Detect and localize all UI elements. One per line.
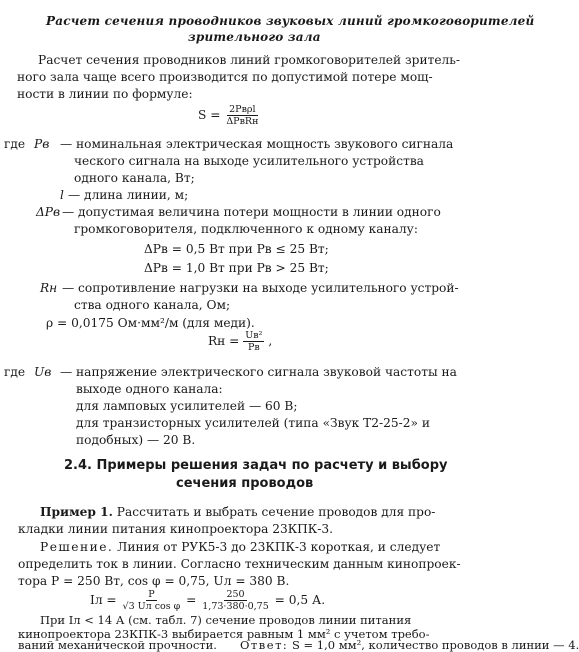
example-line2: кладки линии питания кинопроектора 23КПК-3.: [18, 522, 333, 536]
condition-1: ΔPв = 0,5 Вт при Pв ≤ 25 Вт;: [144, 242, 329, 256]
section-title-line2: зрительного зала: [188, 30, 321, 44]
transistor-amplifiers-line1: для транзисторных усилителей (типа «Звук Т2-25-2» и: [76, 416, 430, 430]
def-uv-where: где: [4, 365, 26, 379]
formula-rn-fraction: [243, 330, 264, 353]
def-dp-line1: — допустимая величина потери мощности в линии одного: [62, 205, 441, 219]
intro-line3: ности в линии по формуле:: [17, 87, 193, 101]
answer-label: Ответ:: [240, 638, 289, 652]
answer-line: [240, 640, 579, 651]
formula-current-eq: =: [186, 593, 197, 607]
intro-line1: Расчет сечения проводников линий громкоговорителей зритель-: [38, 53, 461, 67]
formula-current-den2: 1,73·380·0,75: [202, 601, 269, 612]
conclusion-line3: ваний механической прочности.: [18, 638, 217, 652]
formula-s-lhs: S =: [198, 108, 221, 122]
formula-rn-denominator: Pв: [247, 342, 260, 353]
formula-rn-numerator: Uв²: [245, 330, 263, 341]
section-heading-line1: 2.4. Примеры решения задач по расчету и выбору: [64, 458, 448, 473]
formula-rn-tail: ,: [268, 334, 273, 348]
solution-line2: определить ток в линии. Согласно техническим данным кинопроек-: [18, 557, 461, 571]
formula-current-den1: √3 Uл cos φ: [122, 601, 181, 612]
def-uv-line1: — напряжение электрического сигнала звуковой частоты на: [60, 365, 457, 379]
formula-current: [90, 589, 325, 612]
conclusion-line2: кинопроектора 23КПК-3 выбирается равным 1 мм² с учетом требо-: [18, 627, 430, 641]
def-where: где: [4, 137, 26, 151]
def-dp-symbol: ΔPв: [36, 205, 61, 219]
section-title-line1: Расчет сечения проводников звуковых линий громкоговорителей: [46, 14, 535, 28]
lamp-amplifiers: для ламповых усилителей — 60 В;: [76, 399, 298, 413]
solution-line1: [40, 539, 440, 556]
rho-value: ρ = 0,0175 Ом·мм²/м (для меди).: [46, 316, 255, 330]
def-dp-line2: громкоговорителя, подключенного к одному каналу:: [74, 222, 418, 236]
formula-current-num1: P: [148, 589, 155, 600]
def-rn-symbol: Rн: [40, 281, 58, 295]
formula-current-fraction2: [200, 589, 270, 612]
formula-rn-lhs: Rн =: [208, 334, 240, 348]
def-pv-line2: ческого сигнала на выходе усилительного устройства: [74, 154, 424, 168]
condition-2: ΔPв = 1,0 Вт при Pв > 25 Вт;: [144, 261, 329, 275]
def-pv-symbol: Pв: [34, 137, 50, 151]
solution-text1: Линия от РУК5-3 до 23КПК-3 короткая, и следует: [117, 540, 441, 554]
example-line1: [40, 504, 435, 521]
example-label: Пример 1.: [40, 505, 113, 519]
solution-line3: тора P = 250 Вт, cos φ = 0,75, Uл = 380 В.: [18, 574, 290, 588]
formula-current-fraction1: [121, 589, 183, 612]
def-pv-line3: одного канала, Вт;: [74, 171, 195, 185]
def-l-symbol: l: [60, 188, 64, 202]
solution-label: Решение.: [40, 540, 114, 554]
conclusion-line1: При Iл < 14 А (см. табл. 7) сечение проводов линии питания: [40, 613, 412, 627]
formula-s: [198, 104, 260, 127]
def-uv-line2: выходе одного канала:: [76, 382, 223, 396]
intro-line2: ного зала чаще всего производится по допустимой потере мощ-: [17, 70, 433, 84]
def-rn-line1: — сопротивление нагрузки на выходе усилительного устрой-: [62, 281, 459, 295]
example-text1: Рассчитать и выбрать сечение проводов для про-: [116, 505, 436, 519]
formula-s-numerator: 2Pвρl: [229, 104, 256, 115]
formula-s-denominator: ΔPвRн: [226, 116, 259, 127]
def-l-text: — длина линии, м;: [68, 188, 189, 202]
def-uv-symbol: Uв: [34, 365, 52, 379]
formula-current-result: = 0,5 А.: [274, 593, 326, 607]
formula-rn: [208, 330, 272, 353]
section-heading-line2: сечения проводов: [176, 476, 314, 491]
formula-current-num2: 250: [226, 589, 245, 600]
def-pv-line1: — номинальная электрическая мощность звукового сигнала: [60, 137, 454, 151]
def-rn-line2: ства одного канала, Ом;: [74, 298, 231, 312]
formula-s-fraction: [224, 104, 260, 127]
formula-current-lhs: Iл =: [90, 593, 117, 607]
transistor-amplifiers-line2: подобных) — 20 В.: [76, 433, 196, 447]
answer-text: S = 1,0 мм², количество проводов в линии — 4.: [291, 638, 579, 652]
